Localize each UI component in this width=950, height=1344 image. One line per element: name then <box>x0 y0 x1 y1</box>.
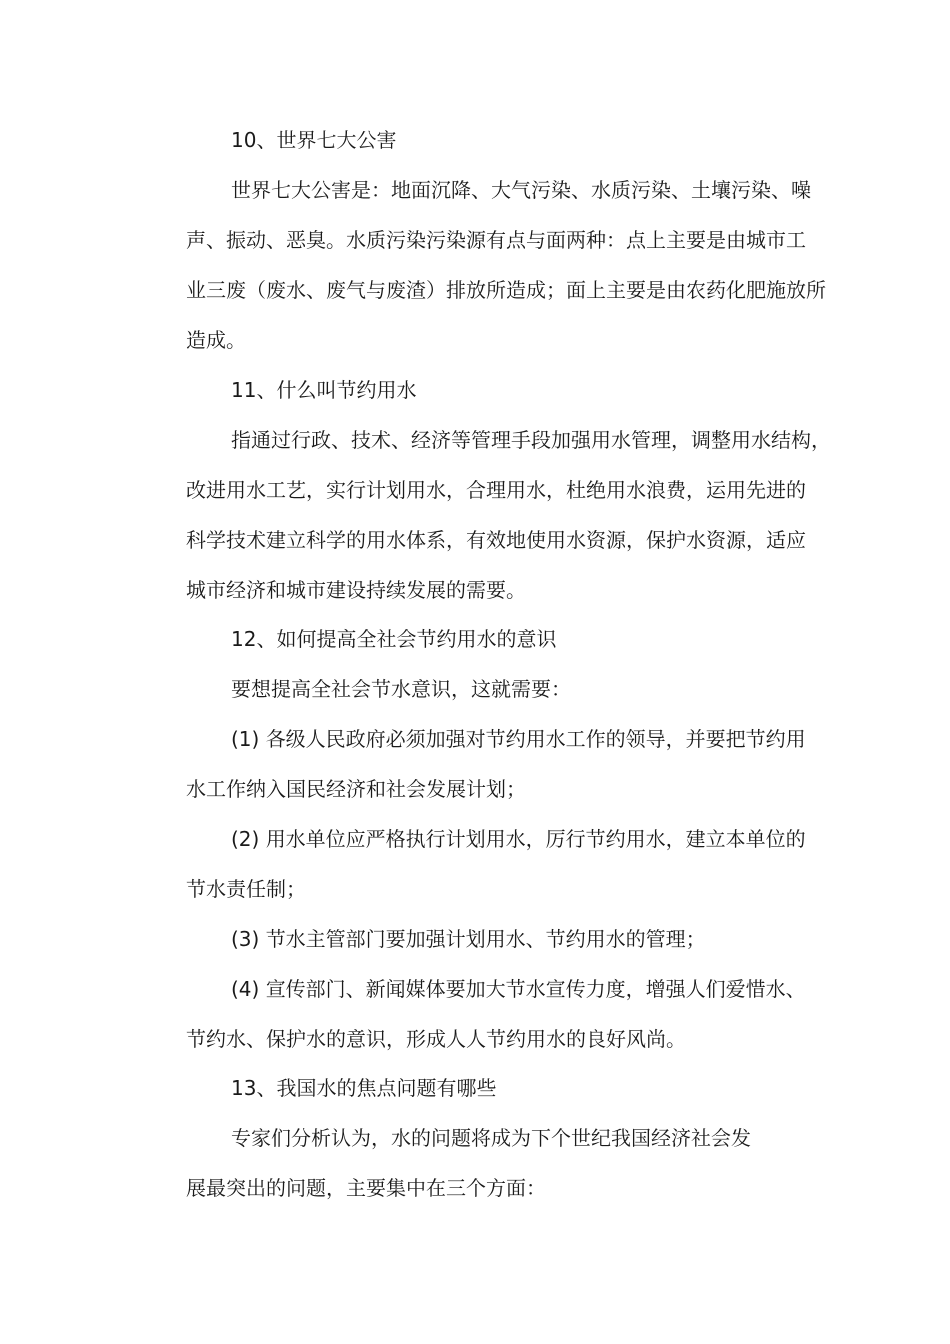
heading-10: 10、世界七大公害 <box>231 128 397 152</box>
paragraph-line: 指通过行政、技术、经济等管理手段加强用水管理，调整用水结构， <box>231 428 831 452</box>
paragraph-line: 节水责任制； <box>186 877 306 901</box>
paragraph-line: 专家们分析认为，水的问题将成为下个世纪我国经济社会发 <box>231 1126 751 1150</box>
paragraph-line: 声、振动、恶臭。水质污染污染源有点与面两种：点上主要是由城市工 <box>186 228 806 252</box>
paragraph-line: 要想提高全社会节水意识，这就需要： <box>231 677 571 701</box>
paragraph-line: 展最突出的问题，主要集中在三个方面： <box>186 1176 546 1200</box>
paragraph-line: 业三废（废水、废气与废渣）排放所造成；面上主要是由农药化肥施放所 <box>186 278 826 302</box>
paragraph-line: 城市经济和城市建设持续发展的需要。 <box>186 578 526 602</box>
heading-13: 13、我国水的焦点问题有哪些 <box>231 1076 497 1100</box>
heading-11: 11、什么叫节约用水 <box>231 378 417 402</box>
paragraph-line: 节约水、保护水的意识，形成人人节约用水的良好风尚。 <box>186 1027 686 1051</box>
list-item-2: (2) 用水单位应严格执行计划用水，厉行节约用水，建立本单位的 <box>231 827 806 851</box>
list-item-1: (1) 各级人民政府必须加强对节约用水工作的领导，并要把节约用 <box>231 727 806 751</box>
paragraph-line: 科学技术建立科学的用水体系，有效地使用水资源，保护水资源，适应 <box>186 528 806 552</box>
paragraph-line: 水工作纳入国民经济和社会发展计划； <box>186 777 526 801</box>
paragraph-line: 造成。 <box>186 328 246 352</box>
paragraph-line: 世界七大公害是：地面沉降、大气污染、水质污染、土壤污染、噪 <box>231 178 811 202</box>
list-item-3: (3) 节水主管部门要加强计划用水、节约用水的管理； <box>231 927 706 951</box>
paragraph-line: 改进用水工艺，实行计划用水，合理用水，杜绝用水浪费，运用先进的 <box>186 478 806 502</box>
list-item-4: (4) 宣传部门、新闻媒体要加大节水宣传力度，增强人们爱惜水、 <box>231 977 806 1001</box>
heading-12: 12、如何提高全社会节约用水的意识 <box>231 627 557 651</box>
